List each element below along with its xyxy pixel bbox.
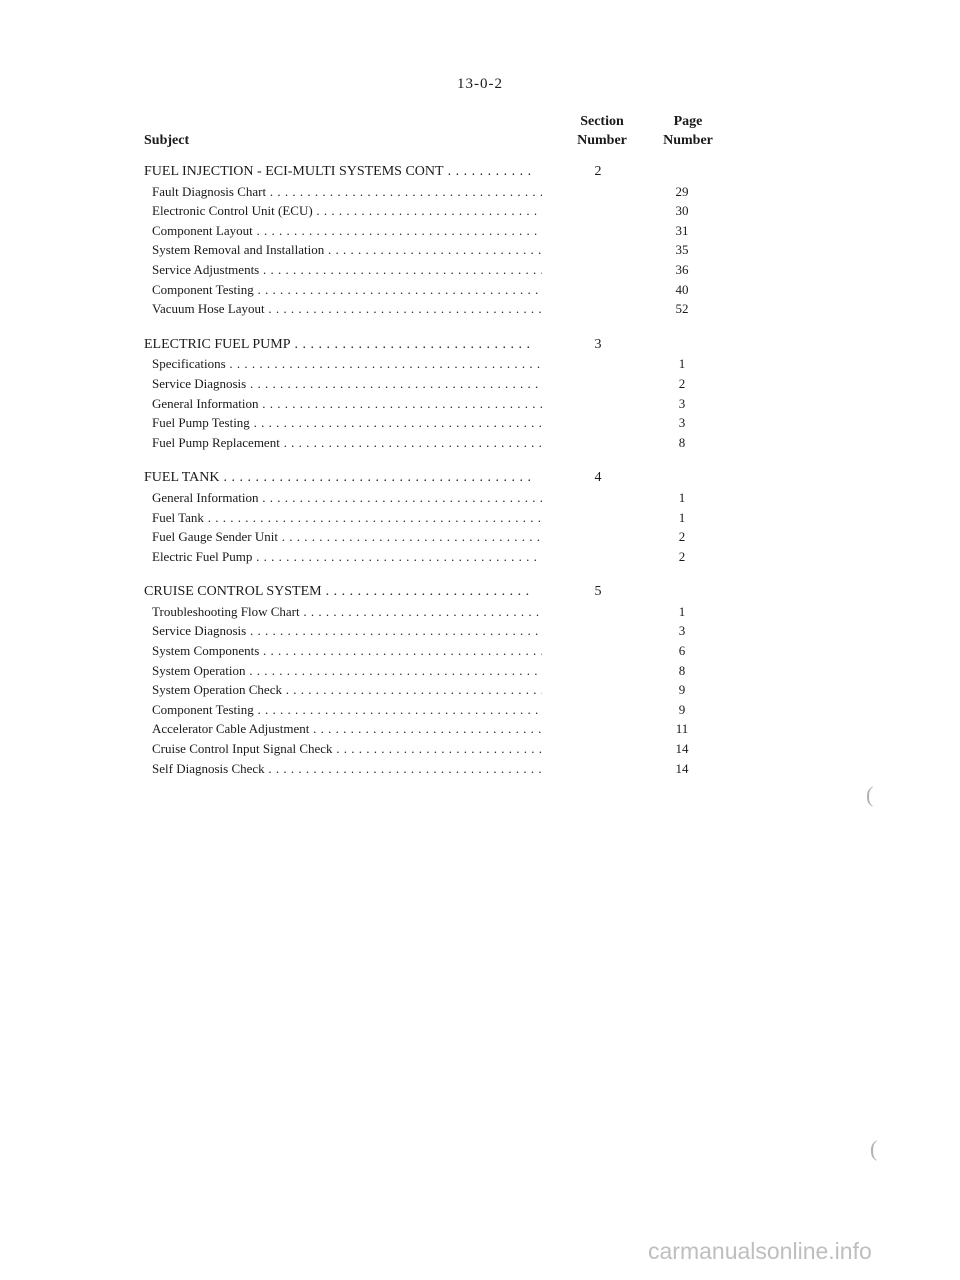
toc-entry[interactable] [144, 374, 744, 394]
toc-entry-page: 30 [675, 203, 689, 219]
page-number-column-header [652, 112, 724, 150]
toc-entry-label: Component Testing . . . [144, 700, 542, 720]
toc-entry[interactable] [144, 354, 744, 374]
toc-section-row[interactable] [144, 468, 744, 488]
toc-entry-page: 6 [678, 643, 686, 659]
section-number: 2 [594, 164, 602, 179]
section-header-line-1: Section [580, 114, 624, 129]
toc-entry-label: Fuel Tank . . . [144, 508, 542, 528]
toc-entry[interactable] [144, 240, 744, 260]
toc-entry-label: Service Diagnosis . . . [144, 374, 542, 394]
section-title: FUEL INJECTION - ECI-MULTI SYSTEMS CONT . . . [144, 162, 534, 182]
toc-entry-label: Fuel Gauge Sender Unit . . . [144, 527, 542, 547]
toc-entry-page: 3 [678, 395, 686, 411]
toc-entry-page: 14 [675, 760, 689, 776]
toc-entry[interactable] [144, 433, 744, 453]
toc-entry-label: Electric Fuel Pump . . . [144, 547, 542, 567]
toc-entry-page: 11 [675, 721, 689, 737]
toc-entry-page: 3 [678, 415, 686, 431]
toc-entry[interactable] [144, 739, 744, 759]
toc-entry[interactable] [144, 413, 744, 433]
toc-entry-page: 8 [678, 662, 686, 678]
toc-entry[interactable] [144, 661, 744, 681]
toc-entry-label: System Operation Check . . . [144, 680, 542, 700]
toc-entry[interactable] [144, 719, 744, 739]
toc-entry[interactable] [144, 394, 744, 414]
toc-entry-label: System Operation . . . [144, 661, 542, 681]
section-number-column-header [566, 112, 638, 150]
toc-entry-label: Accelerator Cable Adjustment . . . [144, 719, 542, 739]
toc-entry[interactable] [144, 547, 744, 567]
toc-entry-label: Fault Diagnosis Chart . . . [144, 182, 542, 202]
toc-entry-page: 2 [678, 375, 686, 391]
toc-entry[interactable] [144, 508, 744, 528]
toc-entry-page: 52 [675, 301, 689, 317]
section-number: 4 [594, 470, 602, 486]
toc-entry-label: Self Diagnosis Check . . . [144, 759, 542, 779]
toc-entry-label: Vacuum Hose Layout . . . [144, 299, 542, 319]
toc-entry[interactable] [144, 488, 744, 508]
toc-entry-label: Fuel Pump Replacement . . . [144, 433, 542, 453]
page-header-line-2: Number [663, 133, 713, 148]
toc-entry[interactable] [144, 759, 744, 779]
toc-entry[interactable] [144, 280, 744, 300]
toc-section [144, 335, 744, 453]
scan-mark: ( [866, 782, 874, 807]
toc-entry-label: System Removal and Installation . . . [144, 240, 542, 260]
toc-entry-label: Troubleshooting Flow Chart . . . [144, 602, 542, 622]
toc-entry-page: 29 [675, 183, 689, 199]
toc-entry-label: System Components . . . [144, 641, 542, 661]
toc-entry-page: 9 [678, 682, 686, 698]
toc-entry-label: Fuel Pump Testing . . . [144, 413, 542, 433]
toc-entry-label: Specifications . . . [144, 354, 542, 374]
toc-entry-page: 2 [678, 548, 686, 564]
toc-entry[interactable] [144, 621, 744, 641]
subject-column-header: Subject [144, 133, 190, 148]
toc-entry-label: Service Diagnosis . . . [144, 621, 542, 641]
toc-entry-page: 9 [678, 701, 686, 717]
toc-entry[interactable] [144, 700, 744, 720]
toc-entry-label: Electronic Control Unit (ECU) . . . [144, 201, 542, 221]
toc-entry[interactable] [144, 602, 744, 622]
toc-entry-label: Service Adjustments . . . [144, 260, 542, 280]
section-header-line-2: Number [577, 133, 627, 148]
section-title: FUEL TANK . . . [144, 468, 534, 488]
section-title: ELECTRIC FUEL PUMP . . . [144, 335, 534, 355]
toc-entry-page: 1 [678, 489, 686, 505]
toc-entry-label: General Information . . . [144, 394, 542, 414]
toc-entry-page: 35 [675, 242, 689, 258]
toc-entry[interactable] [144, 527, 744, 547]
toc-section-row[interactable] [144, 162, 744, 182]
toc-entry-page: 14 [675, 741, 689, 757]
section-title: CRUISE CONTROL SYSTEM . . . [144, 582, 534, 602]
toc-entry-label: General Information . . . [144, 488, 542, 508]
toc-entry-page: 1 [678, 509, 686, 525]
toc-entry[interactable] [144, 260, 744, 280]
toc-section-row[interactable] [144, 582, 744, 602]
section-number: 3 [594, 336, 602, 352]
toc-entry-page: 2 [678, 529, 686, 545]
toc-entry-label: Component Layout . . . [144, 221, 542, 241]
table-of-contents [144, 162, 744, 794]
toc-entry-label: Component Testing . . . [144, 280, 542, 300]
toc-section-row[interactable] [144, 335, 744, 355]
toc-entry[interactable] [144, 221, 744, 241]
toc-entry[interactable] [144, 299, 744, 319]
toc-entry-label: Cruise Control Input Signal Check . . . [144, 739, 542, 759]
toc-entry-page: 8 [678, 434, 686, 450]
toc-entry-page: 1 [678, 356, 686, 372]
page-header-line-1: Page [673, 114, 703, 129]
watermark: carmanualsonline.info [648, 1238, 872, 1264]
toc-entry-page: 36 [675, 261, 689, 277]
toc-entry-page: 31 [675, 222, 689, 238]
toc-entry[interactable] [144, 641, 744, 661]
toc-entry[interactable] [144, 201, 744, 221]
scan-mark: ( [870, 1136, 878, 1161]
toc-entry-page: 1 [678, 603, 686, 619]
toc-entry[interactable] [144, 680, 744, 700]
toc-entry[interactable] [144, 182, 744, 202]
section-number: 5 [594, 584, 602, 600]
toc-section [144, 468, 744, 566]
toc-section [144, 582, 744, 778]
page-number: 13-0-2 [457, 76, 503, 92]
toc-entry-page: 3 [678, 623, 686, 639]
toc-entry-page: 40 [675, 281, 689, 297]
toc-section [144, 162, 744, 319]
